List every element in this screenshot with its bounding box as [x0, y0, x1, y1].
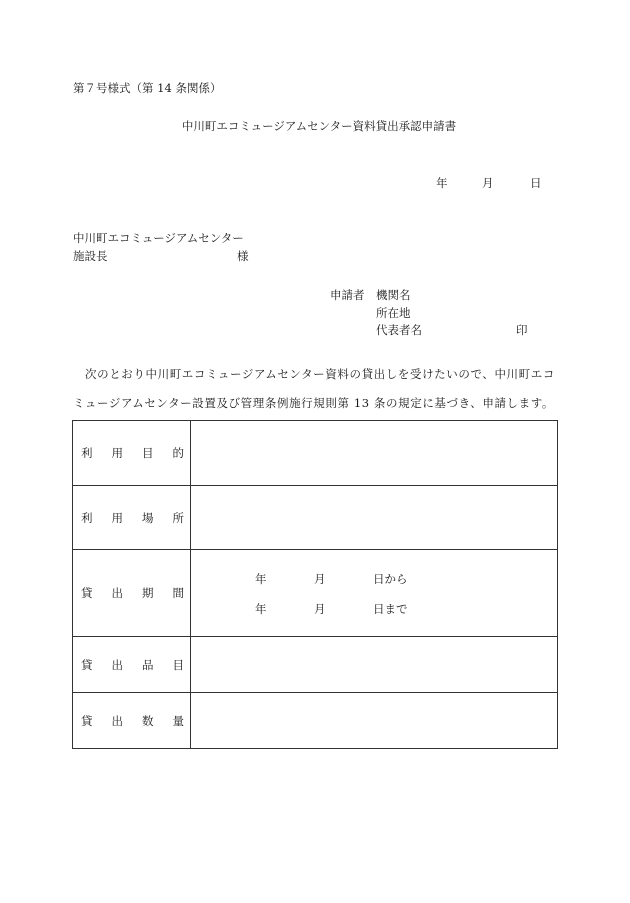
table-row-purpose	[73, 421, 558, 486]
label-char: 期	[142, 586, 154, 600]
from-day-label: 日から	[373, 572, 408, 586]
label-char: 間	[172, 586, 184, 600]
from-month-label: 月	[314, 572, 326, 586]
address-label: 所在地	[376, 306, 411, 320]
label-char: 貸	[81, 586, 93, 600]
addressee-title: 施設長	[73, 249, 108, 263]
to-day-label: 日まで	[373, 602, 408, 616]
label-char: 目	[172, 657, 184, 672]
purpose-field[interactable]	[191, 421, 558, 486]
label-char: 出	[111, 713, 123, 728]
label-char: 目	[142, 446, 154, 460]
table-row-location	[73, 486, 558, 550]
application-date	[436, 175, 542, 191]
label-items	[73, 637, 191, 693]
addressee-honorific: 様	[237, 249, 249, 263]
applicant-label: 申請者	[330, 288, 365, 302]
label-char: 的	[172, 446, 184, 460]
label-char: 量	[172, 713, 184, 728]
label-char: 数	[142, 713, 154, 728]
table-row-period	[73, 550, 558, 637]
document-title: 中川町エコミュージアムセンター資料貸出承認申請書	[181, 119, 457, 133]
table-row-quantity	[73, 693, 558, 749]
label-purpose	[73, 421, 191, 486]
label-char: 出	[111, 657, 123, 672]
label-char: 貸	[81, 713, 93, 728]
location-field[interactable]	[191, 486, 558, 550]
quantity-field[interactable]	[191, 693, 558, 749]
label-char: 利	[81, 510, 93, 525]
seal-mark: 印	[516, 323, 528, 337]
label-location	[73, 486, 191, 550]
from-year-label: 年	[255, 572, 267, 586]
date-month-label: 月	[482, 176, 494, 190]
label-char: 場	[142, 510, 154, 525]
label-period	[73, 550, 191, 637]
label-char: 利	[81, 446, 93, 460]
body-paragraph: 次のとおり中川町エコミュージアムセンター資料の貸出しを受けたいので、中川町エコミュージアムセンター設置及び管理条例施行規則第 13 条の規定に基づき、申請します。	[73, 367, 555, 410]
period-field[interactable]	[191, 550, 558, 637]
application-table	[72, 420, 558, 749]
to-month-label: 月	[314, 602, 326, 616]
addressee-organization: 中川町エコミュージアムセンター	[73, 231, 244, 245]
form-number: 第７号様式（第 14 条関係）	[73, 81, 222, 95]
label-char: 貸	[81, 657, 93, 672]
label-quantity	[73, 693, 191, 749]
to-year-label: 年	[255, 602, 267, 616]
date-year-label: 年	[436, 176, 448, 190]
date-day-label: 日	[530, 176, 542, 190]
org-name-label: 機関名	[376, 288, 411, 302]
label-char: 用	[111, 446, 123, 460]
period-from	[191, 563, 557, 593]
label-char: 品	[142, 657, 154, 672]
label-char: 出	[111, 586, 123, 600]
items-field[interactable]	[191, 637, 558, 693]
table-row-items	[73, 637, 558, 693]
period-to	[191, 593, 557, 623]
representative-label: 代表者名	[376, 323, 422, 337]
label-char: 所	[172, 510, 184, 525]
label-char: 用	[111, 510, 123, 525]
